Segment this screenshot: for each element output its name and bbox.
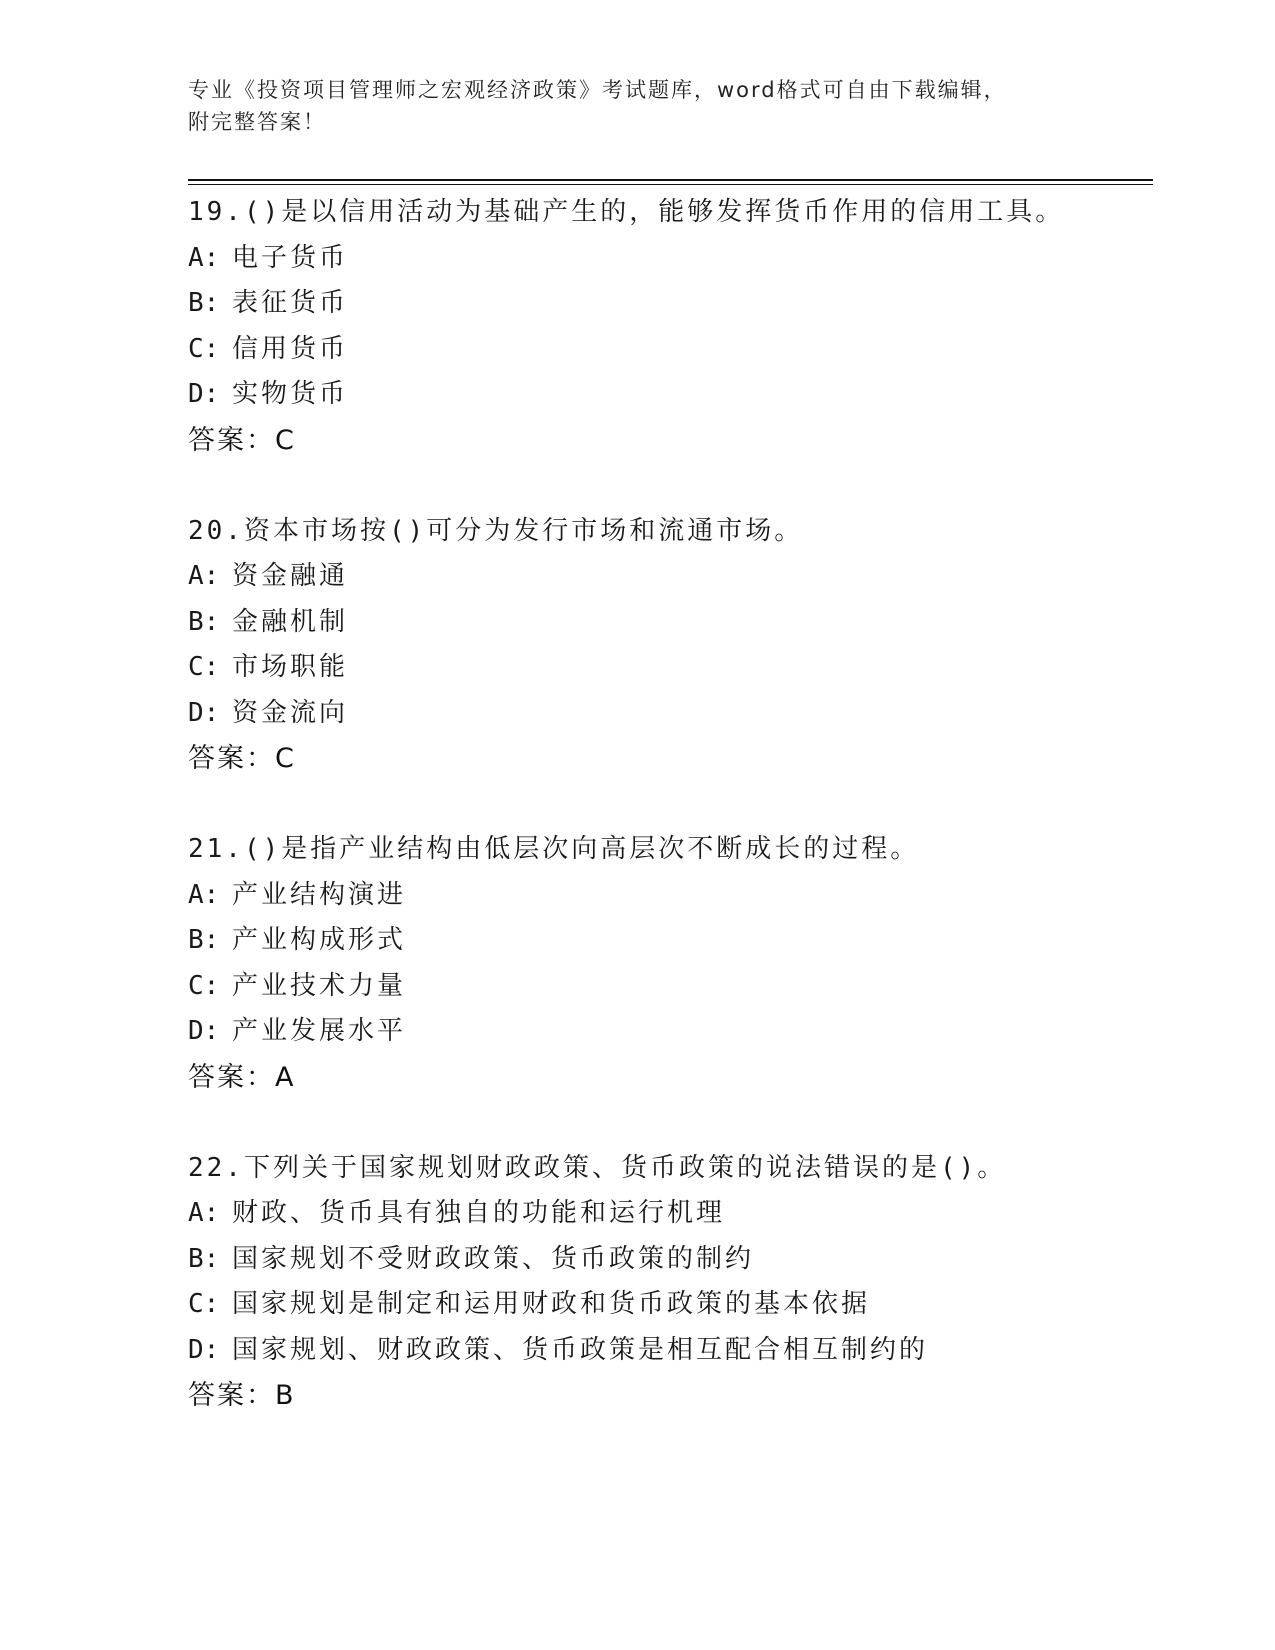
option-text: 产业技术力量 [232, 970, 407, 1001]
option-text: 金融机制 [232, 606, 349, 637]
answer-line: 答案：A [188, 1061, 296, 1093]
option-b [188, 1237, 1153, 1283]
option-letter: B: [188, 1243, 220, 1274]
option-text: 实物货币 [232, 379, 349, 409]
answer-line: 答案：C [188, 743, 296, 774]
option-letter: A: [188, 1198, 220, 1228]
option-b [188, 600, 1153, 646]
option-letter: C: [188, 333, 220, 364]
option-letter: D: [188, 1334, 220, 1365]
header-line-2: 附完整答案！ [188, 110, 326, 134]
option-letter: A: [188, 879, 220, 910]
option-b [188, 281, 1153, 327]
option-letter: C: [188, 1289, 220, 1319]
answer-line: 答案：B [188, 1380, 296, 1411]
option-d [188, 372, 1153, 418]
option-text: 国家规划是制定和运用财政和货币政策的基本依据 [232, 1289, 871, 1319]
option-letter: D: [188, 697, 220, 728]
option-text: 产业结构演进 [232, 879, 407, 910]
question-22 [188, 1146, 1153, 1419]
question-20 [188, 509, 1153, 782]
option-c [188, 327, 1153, 373]
option-text: 产业构成形式 [232, 925, 407, 955]
option-letter: A: [188, 242, 220, 273]
header-divider-thin [188, 184, 1153, 185]
question-stem: 22.下列关于国家规划财政政策、货币政策的说法错误的是()。 [188, 1152, 1007, 1183]
option-a [188, 554, 1153, 600]
option-c [188, 645, 1153, 691]
option-letter: D: [188, 1016, 220, 1046]
option-letter: C: [188, 970, 220, 1001]
header-line-1: 专业《投资项目管理师之宏观经济政策》考试题库，word格式可自由下载编辑， [188, 78, 1007, 102]
question-19 [188, 190, 1153, 463]
option-text: 资金融通 [232, 561, 349, 591]
question-stem: 19.()是以信用活动为基础产生的，能够发挥货币作用的信用工具。 [188, 197, 1065, 227]
option-text: 国家规划、财政政策、货币政策是相互配合相互制约的 [232, 1334, 929, 1365]
question-stem: 21.()是指产业结构由低层次向高层次不断成长的过程。 [188, 834, 920, 864]
option-c [188, 1282, 1153, 1328]
question-stem: 20.资本市场按()可分为发行市场和流通市场。 [188, 515, 804, 546]
option-text: 电子货币 [232, 242, 349, 273]
document-header [188, 74, 1088, 138]
option-letter: B: [188, 288, 220, 318]
option-a [188, 873, 1153, 919]
header-divider-thick [188, 179, 1153, 181]
option-d [188, 691, 1153, 737]
option-letter: C: [188, 652, 220, 682]
option-text: 财政、货币具有独自的功能和运行机理 [232, 1198, 726, 1228]
option-b [188, 918, 1153, 964]
option-letter: B: [188, 606, 220, 637]
option-text: 表征货币 [232, 288, 349, 318]
option-letter: B: [188, 925, 220, 955]
option-letter: D: [188, 379, 220, 409]
answer-line: 答案：C [188, 424, 296, 456]
question-21 [188, 827, 1153, 1100]
option-letter: A: [188, 561, 220, 591]
question-list [188, 190, 1153, 1464]
option-c [188, 964, 1153, 1010]
option-d [188, 1328, 1153, 1374]
option-a [188, 1191, 1153, 1237]
option-a [188, 236, 1153, 282]
option-d [188, 1009, 1153, 1055]
option-text: 市场职能 [232, 652, 349, 682]
option-text: 信用货币 [232, 333, 349, 364]
option-text: 产业发展水平 [232, 1016, 407, 1046]
option-text: 资金流向 [232, 697, 349, 728]
option-text: 国家规划不受财政政策、货币政策的制约 [232, 1243, 755, 1274]
